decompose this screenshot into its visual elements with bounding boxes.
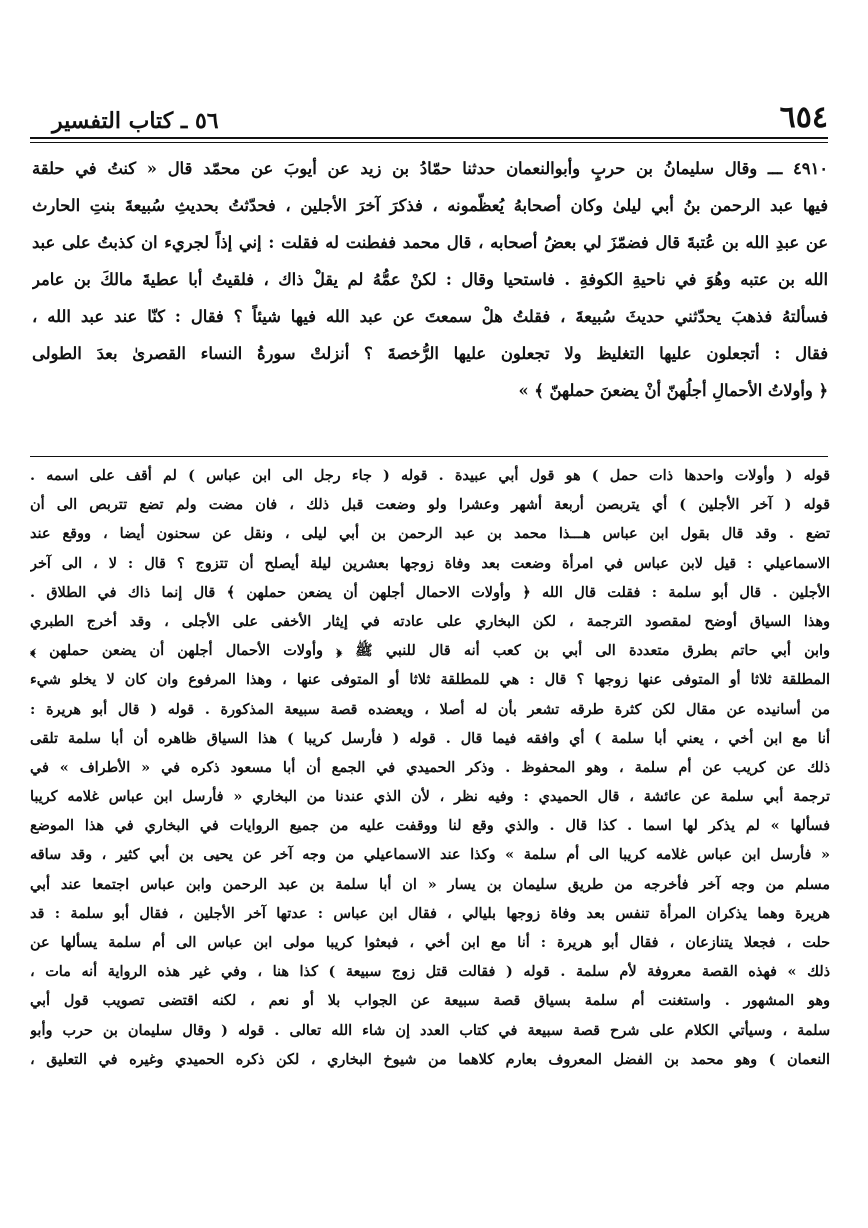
hadith-line: عن عبدِ الله بن عُتبةَ قال فضمّزَ لي بعضُ أصحابه ، قال محمد ففطنت له فقلت : إني إذاً لجريء ان كذبتُ على عبد: [32, 233, 828, 252]
commentary-line: وهو المشهور . واستغنت أم سلمة بسياق قصة سبيعة عن الجواب بلا أو نعم ، لكنه اقتضى تصويب قول أبي: [30, 992, 830, 1010]
hadith-line: فسألتهُ فذهبَ يحدّثني حديثَ سُبيعةَ ، فقلتُ هلْ سمعتَ عن عبد الله فيها شيئاً ؟ فقال : كنّا عند عبد الله ،: [32, 307, 828, 326]
header-rule: [30, 137, 828, 143]
commentary-line: من أسانيده عن مقال لكن كثرة طرقه تشعر بأن له أصلا ، ويعضده قصة سبيعة المذكورة . قوله ( قال أبو هريرة :: [30, 700, 830, 718]
hadith-line: فقال : أتجعلون عليها التغليظ ولا تجعلون عليها الرُّخصةَ ؟ أنزلتْ سورةُ النساء القصرىٰ بعدَ الطولى: [32, 344, 828, 363]
commentary-line: المطلقة ثلاثا أو المتوفى عنها زوجها ؟ قال : هي للمطلقة ثلاثا أو المتوفى عنها ، وهذا المرفوع وان كان لا يخلو شيء: [30, 671, 830, 689]
commentary-line: قوله ( وأولات واحدها ذات حمل ) هو قول أبي عبيدة . قوله ( جاء رجل الى ابن عباس ) لم أقف على اسمه .: [30, 467, 830, 484]
commentary-line: « فأرسل ابن عباس غلامه كريبا الى أم سلمة » وكذا عند الاسماعيلي من وجه آخر عن يحيى بن أبي كثير ، وقد ساقه: [30, 846, 830, 864]
commentary-line: وهذا السياق أوضح لمقصود الترجمة ، لكن البخاري على عادته في إيثار الأخفى على الأجلى ، وقد أخرج الطبري: [30, 612, 830, 630]
commentary-line: فسألها » لم يذكر لها اسما . كذا قال . والذي وقع لنا ووقفت عليه من جميع الروايات في البخاري في هذا الموضع: [30, 817, 830, 835]
commentary-line: مسلم من وجه آخر فأخرجه من طريق سليمان بن يسار « ان أبا سلمة بن عبد الرحمن وابن عباس اجتمعا عند أبي: [30, 875, 830, 893]
commentary-line: وابن أبي حاتم بطرق متعددة الى أبي بن كعب أنه قال للنبي ﷺ ﴿ وأولات الأحمال أجلهن أن يضعن حملهن ﴾: [30, 642, 830, 660]
commentary-line: الأجلين . قال أبو سلمة : فقلت قال الله ﴿ وأولات الاحمال أجلهن أن يضعن حملهن ﴾ قال إنما ذاك في الطلاق .: [30, 583, 830, 601]
commentary-line: الاسماعيلي : قيل لابن عباس في امرأة وضعت بعد وفاة زوجها بعشرين ليلة أيصلح أن تتزوج ؟ قال : لا ، الى آخر: [30, 554, 830, 572]
hadith-line: ٤٩١٠ ـــ وقال سليمانُ بن حربٍ وأبوالنعمان حدثنا حمّادُ بن زيد عن أيوبَ عن محمّد قال « كنتُ في حلقة: [32, 159, 828, 178]
section-separator: [30, 456, 828, 457]
commentary-line: حلت ، فجعلا يتنازعان ، فقال أبو هريرة : أنا مع ابن أخي ، فبعثوا كريبا مولى ابن عباس الى أم سلمة يسألها عن: [30, 934, 830, 951]
page-number: ٦٥٤: [779, 100, 828, 135]
commentary-line: ذلك عن كريب عن أم سلمة ، وهو المحفوظ . وذكر الحميدي في الجمع أن أبا مسعود ذكره في « الأطراف » في: [30, 758, 830, 776]
commentary-line: هريرة وهما يذكران المرأة تنفس بعد وفاة زوجها بليالي ، فقال ابن عباس : عدتها آخر الأجلين ، فقال أبو سلمة : قد: [30, 904, 830, 922]
commentary-line: قوله ( آخر الأجلين ) أي يتربصن أربعة أشهر وعشرا ولو وضعت قبل ذلك ، فان مضت ولم تضع تتربص الى أن: [30, 496, 830, 514]
hadith-line: فيها عبد الرحمن بنُ أبي ليلىٰ وكان أصحابهُ يُعظّمونه ، فذكرَ آخرَ الأجلين ، فحدّثتُ بحديثِ سُبيعةَ بنتِ الحارث: [32, 196, 828, 215]
book-section-title: ٥٦ ـ كتاب التفسير: [52, 108, 219, 134]
commentary-text: [30, 461, 830, 1074]
commentary-line: أنا مع ابن أخي ، يعني أبا سلمة ) أي وافقه فيما قال . قوله ( فأرسل كريبا ) هذا السياق ظاهره أن أبا سلمة تلقى: [30, 729, 830, 747]
hadith-line: الله بن عتبه وهُوَ في ناحيةِ الكوفةِ . فاستحيا وقال : لكنْ عمُّهُ لم يقلْ ذاك ، فلقيتُ أبا عطيةَ مالكَ بن عامر: [32, 270, 828, 289]
commentary-line: ترجمة أبي سلمة عن عائشة ، قال الحميدي : وفيه نظر ، لأن الذي عندنا من البخاري « فأرسل ابن عباس غلامه كريبا: [30, 788, 830, 806]
commentary-line: سلمة ، وسيأتي الكلام على شرح قصة سبيعة في كتاب العدد إن شاء الله تعالى . قوله ( وقال سليمان بن حرب وأبو: [30, 1021, 830, 1039]
commentary-line: النعمان ) وهو محمد بن الفضل المعروف بعارم كلاهما من شيوخ البخاري ، لكن ذكره الحميدي وغيره في التعليق ،: [30, 1050, 830, 1068]
commentary-line: ذلك » فهذه القصة معروفة لأم سلمة . قوله ( فقالت قتل زوج سبيعة ) كذا هنا ، وفي غير هذه الرواية أنه مات ،: [30, 963, 830, 981]
hadith-text: [32, 150, 828, 409]
commentary-line: تضع . وقد قال بقول ابن عباس هـــذا محمد بن عبد الرحمن بن أبي ليلى ، ونقل عن سحنون أيضا ، ووقع عند: [30, 525, 830, 543]
page-header: [30, 96, 828, 136]
hadith-line: ﴿ وأولاتُ الأحمالِ أجلُهنّ أنْ يضعنَ حملهنّ ﴾ »: [518, 381, 828, 400]
